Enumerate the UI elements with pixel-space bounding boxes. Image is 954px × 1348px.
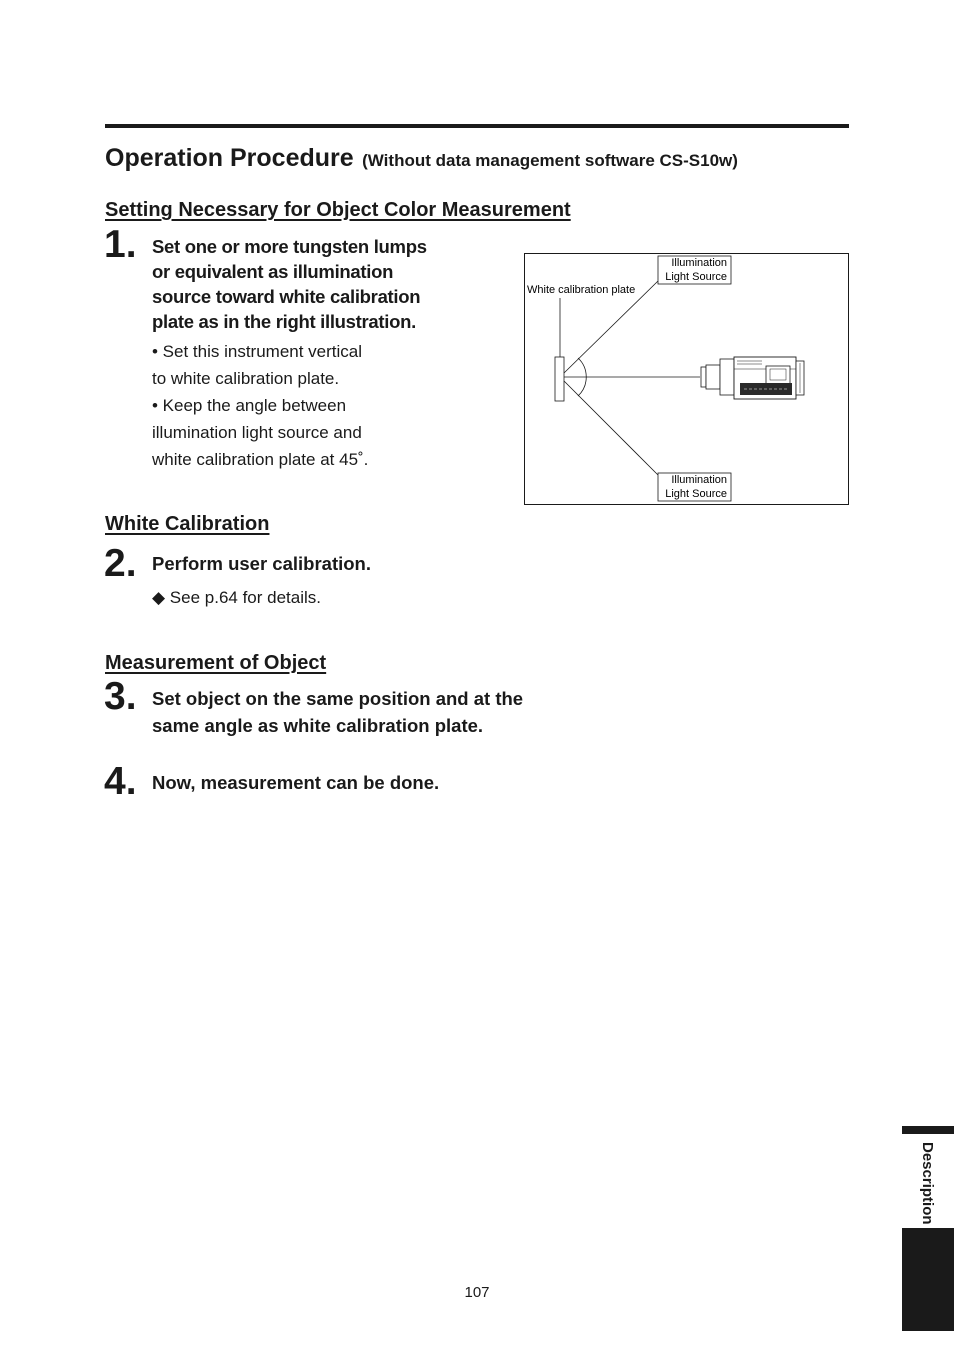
step-1-line: or equivalent as illumination xyxy=(152,261,394,282)
step-1-line: source toward white calibration xyxy=(152,286,421,307)
step-3-line: Set object on the same position and at the xyxy=(152,688,524,709)
title-subtitle: (Without data management software CS-S10w) xyxy=(362,151,738,170)
heading-setting: Setting Necessary for Object Color Measurement xyxy=(105,199,571,221)
light-source-top-line2: Light Source xyxy=(665,271,727,283)
title-main: Operation Procedure xyxy=(105,144,354,172)
step-3-line: same angle as white calibration plate. xyxy=(152,715,484,736)
heading-measurement: Measurement of Object xyxy=(105,652,327,674)
step-4-number: 4. xyxy=(104,760,137,803)
side-tab-label: Description xyxy=(919,1142,936,1225)
step-3-text xyxy=(152,685,523,739)
white-plate-label: White calibration plate xyxy=(527,284,636,296)
step-1-note: to white calibration plate. xyxy=(152,369,340,388)
step-1-note: • Keep the angle between xyxy=(152,396,347,415)
heading-white-calibration: White Calibration xyxy=(105,513,270,535)
light-source-bottom-line1: Illumination xyxy=(671,474,727,486)
white-calibration-plate xyxy=(555,357,564,401)
light-source-bottom-line2: Light Source xyxy=(665,488,727,500)
step-1-text xyxy=(152,234,427,334)
step-1-note: illumination light source and xyxy=(152,423,362,442)
step-1-note: white calibration plate at 45˚. xyxy=(152,450,369,469)
side-tab-bar-top xyxy=(902,1126,954,1134)
step-2-number: 2. xyxy=(104,542,137,585)
step-2-text: Perform user calibration. xyxy=(152,553,371,574)
step-1-note: • Set this instrument vertical xyxy=(152,342,363,361)
side-tab-bar-bottom xyxy=(902,1228,954,1331)
step-1-number: 1. xyxy=(104,223,137,266)
setup-illustration xyxy=(524,253,849,505)
step-1-notes xyxy=(152,338,368,473)
top-rule xyxy=(105,124,849,128)
step-1-line: plate as in the right illustration. xyxy=(152,311,416,332)
step-3-number: 3. xyxy=(104,675,137,718)
step-2-note: ◆ See p.64 for details. xyxy=(152,588,322,607)
light-source-top-line1: Illumination xyxy=(671,257,727,269)
step-4-text: Now, measurement can be done. xyxy=(152,772,440,793)
page-number: 107 xyxy=(464,1284,490,1301)
step-1-line: Set one or more tungsten lumps xyxy=(152,236,427,257)
page-title xyxy=(105,144,738,173)
